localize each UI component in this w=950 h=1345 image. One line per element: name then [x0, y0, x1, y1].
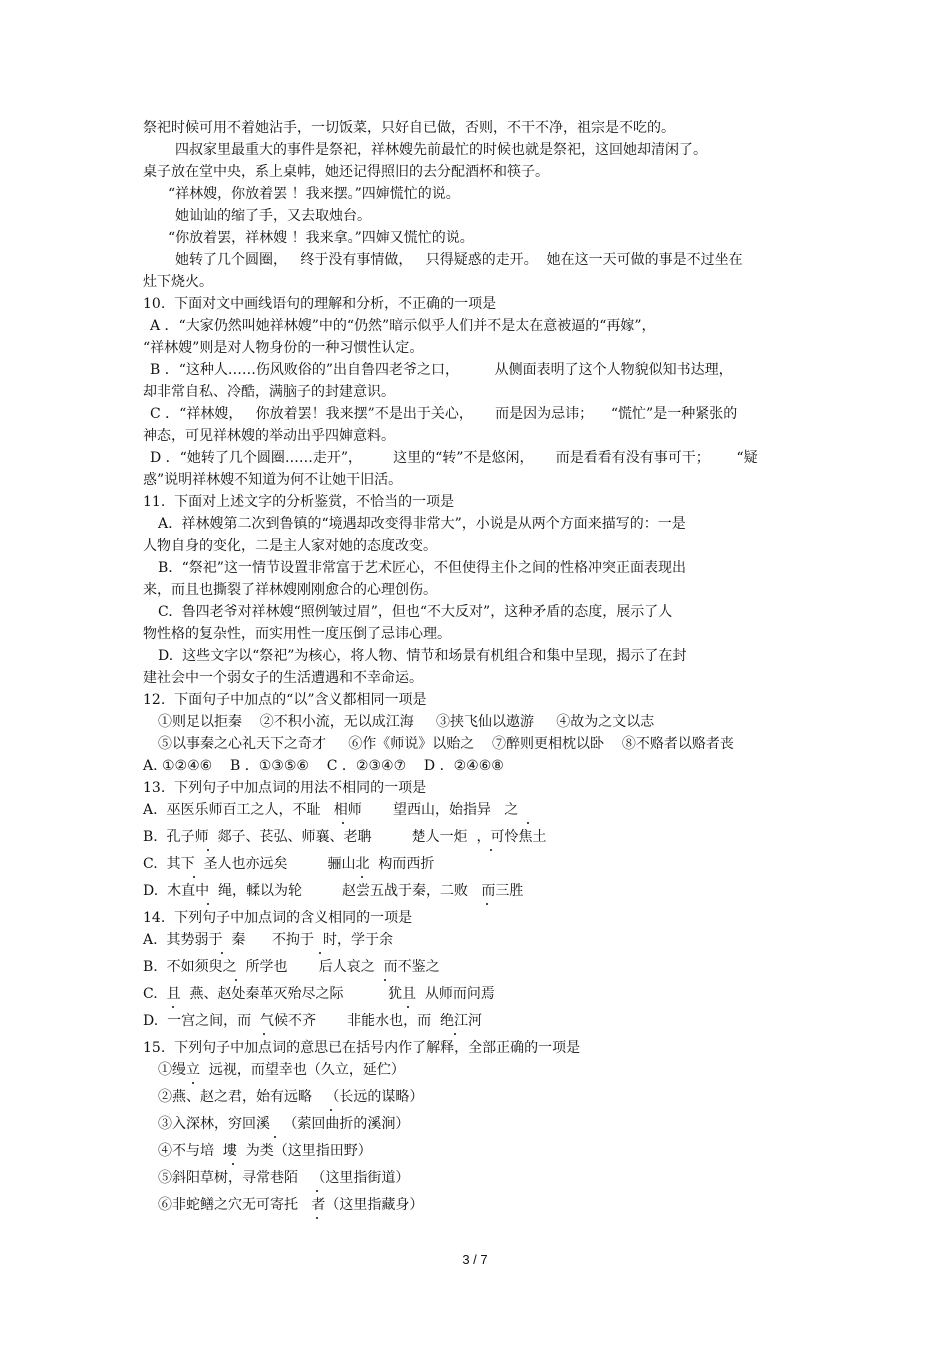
q11-option-b-cont: 来，而且也撕裂了祥林嫂刚刚愈合的心理创伤。: [143, 582, 437, 598]
q11-option-d-cont: 建社会中一个弱女子的生活遭遇和不幸命运。: [143, 670, 423, 686]
q14-option-c: C. 且 燕、赵处秦革灭殆尽之际 犹且 从师而问焉: [143, 986, 495, 1002]
emphasis-dot: [235, 979, 237, 981]
emphasis-dot: [316, 1217, 318, 1219]
text-line-8: 灶下烧火。: [143, 274, 213, 290]
emphasis-dot: [316, 1190, 318, 1192]
emphasis-dot: [384, 979, 386, 981]
emphasis-dot: [207, 849, 209, 851]
q10-option-b: B ．“这种人……伤风败俗的”出自鲁四老爷之口， 从侧面表明了这个人物貌似知书达理，: [150, 362, 733, 378]
question-13-stem: 13. 下列句子中加点词的用法不相同的一项是: [143, 780, 427, 796]
text-line-6: “你放着罢，祥林嫂 ！我来拿。”四婶又慌忙的说。: [168, 230, 474, 246]
q13-option-a: A. 巫医乐师百工之人，不耻 相师 望西山，始指异 之: [143, 802, 519, 818]
text-line-5: 她讪讪的缩了手，又去取烛台。: [175, 208, 371, 224]
emphasis-dot: [207, 903, 209, 905]
q14-option-d: D. 一宫之间，而 气候不齐 非能水也，而 绝江河: [143, 1013, 483, 1029]
emphasis-dot: [486, 903, 488, 905]
q10-option-a: A ．“大家仍然叫她祥林嫂”中的“仍然”暗示似乎人们并不是太在意被逼的“再嫁”，: [150, 318, 656, 334]
emphasis-dot: [330, 1109, 332, 1111]
page-number: 3 / 7: [462, 1252, 488, 1267]
emphasis-dot: [172, 1006, 174, 1008]
q15-item-4: ④不与培 塿 为类（这里指田野）: [158, 1143, 372, 1159]
emphasis-dot: [361, 876, 363, 878]
text-line-2: 四叔家里最重大的事件是祭祀，祥林嫂先前最忙的时候也就是祭祀，这回她却清闲了。: [175, 142, 707, 158]
emphasis-dot: [319, 952, 321, 954]
emphasis-dot: [490, 849, 492, 851]
q12-options: A. ①②④⑥ B ．①③⑤⑥ C ．②③④⑦ D ．②④⑥⑧: [143, 758, 504, 774]
question-11-stem: 11. 下面对上述文字的分析鉴赏，不恰当的一项是: [143, 494, 455, 510]
q11-option-b: B. “祭祀”这一情节设置非常富于艺术匠心，不但使得主仆之间的性格冲突正面表现出: [158, 560, 686, 576]
q10-option-a-cont: “祥林嫂”则是对人物身份的一种习惯性认定。: [143, 340, 424, 356]
q11-option-c: C. 鲁四老爷对祥林嫂“照例皱过眉”，但也“不大反对”，这种矛盾的态度，展示了人: [158, 604, 673, 620]
text-line-4: “祥林嫂，你放着罢 ！我来摆。”四婶慌忙的说。: [168, 186, 460, 202]
q15-item-1: ①缦立 远视，而望幸也（久立，延伫）: [158, 1062, 405, 1078]
emphasis-dot: [454, 1033, 456, 1035]
emphasis-dot: [527, 822, 529, 824]
q10-option-b-cont: 却非常自私、冷酷，满脑子的封建意识。: [143, 384, 395, 400]
emphasis-dot: [263, 1033, 265, 1035]
q15-item-3: ③入深林，穷回溪 （萦回曲折的溪涧）: [158, 1116, 410, 1132]
q14-option-a: A. 其势弱于 秦 不拘于 时，学于余: [143, 932, 393, 948]
emphasis-dot: [192, 1082, 194, 1084]
question-14-stem: 14. 下列句子中加点词的含义相同的一项是: [143, 910, 413, 926]
q11-option-a-cont: 人物自身的变化，二是主人家对她的态度改变。: [143, 538, 437, 554]
emphasis-dot: [232, 1163, 234, 1165]
question-10-stem: 10. 下面对文中画线语句的理解和分析，不正确的一项是: [143, 296, 497, 312]
q15-item-2: ②燕、赵之君，始有远略 （长远的谋略）: [158, 1089, 424, 1105]
q10-option-c: C ．“祥林嫂， 你放着罢！我来摆”不是出于关心， 而是因为忌讳； “慌忙”是一种紧张的: [150, 406, 738, 422]
text-line-1: 祭祀时候可用不着她沾手，一切饭菜，只好自已做，否则，不干不净，祖宗是不吃的。: [143, 120, 675, 136]
text-line-3: 桌子放在堂中央，系上桌帏，她还记得照旧的去分配酒杯和筷子。: [143, 164, 549, 180]
question-15-stem: 15. 下列句子中加点词的意思已在括号内作了解释，全部正确的一项是: [143, 1040, 581, 1056]
text-line-7: 她转了几个圆圈， 终于没有事情做， 只得疑惑的走开。 她在这一天可做的事是不过坐在: [175, 252, 743, 268]
emphasis-dot: [274, 1136, 276, 1138]
q15-item-5: ⑤斜阳草树，寻常巷陌 （这里指街道）: [158, 1170, 410, 1186]
q10-option-d-cont: 惑”说明祥林嫂不知道为何不让她干旧活。: [143, 472, 403, 488]
q11-option-a: A. 祥林嫂第二次到鲁镇的“境遇却改变得非常大”，小说是从两个方面来描写的：一是: [158, 516, 686, 532]
q15-item-6: ⑥非蛇鳝之穴无可寄托 者（这里指藏身）: [158, 1197, 424, 1213]
q13-option-c: C. 其下 圣人也亦远矣 骊山北 构而西折: [143, 856, 435, 872]
q11-option-d: D. 这些文字以“祭祀”为核心，将人物、情节和场景有机组合和集中呈现，揭示了在封: [158, 648, 687, 664]
q12-sentences-2: ⑤以事秦之心礼天下之奇才 ⑥作《师说》以贻之 ⑦醉则更相枕以卧 ⑧不赂者以赂者丧: [158, 736, 734, 752]
q12-sentences-1: ①则足以拒秦 ②不积小流，无以成江海 ③挟飞仙以遨游 ④故为之文以志: [158, 714, 655, 730]
q10-option-d: D ．“她转了几个圆圈……走开”， 这里的“转”不是悠闲， 而是看看有没有事可干； “疑: [150, 450, 758, 466]
q13-option-d: D. 木直中 绳，輮以为轮 赵尝五战于秦，二败 而三胜: [143, 883, 524, 899]
emphasis-dot: [342, 822, 344, 824]
q10-option-c-cont: 神态，可见祥林嫂的举动出乎四婶意料。: [143, 428, 395, 444]
emphasis-dot: [221, 952, 223, 954]
emphasis-dot: [193, 876, 195, 878]
question-12-stem: 12. 下面句子中加点的“以”含义都相同一项是: [143, 692, 427, 708]
q14-option-b: B. 不如须臾之 所学也 后人哀之 而不鉴之: [143, 959, 440, 975]
q13-option-b: B. 孔子师 郯子、苌弘、师襄、老聃 楚人一炬 ，可怜焦土: [143, 829, 547, 845]
emphasis-dot: [407, 1006, 409, 1008]
q11-option-c-cont: 物性格的复杂性，而实用性一度压倒了忌讳心理。: [143, 626, 451, 642]
